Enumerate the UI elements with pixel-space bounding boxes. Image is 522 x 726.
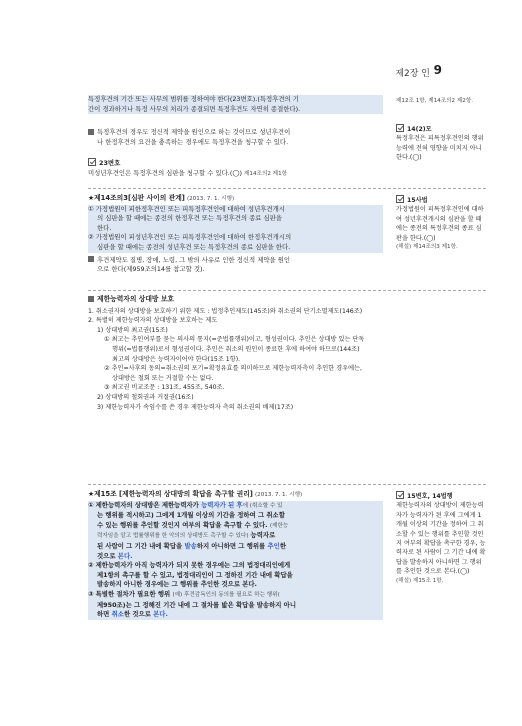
article-14-3: ★제14조의3[심판 사이의 관계] (2013. 7. 1. 시행) ① 가정법원이 피한정후견인 또는 피특정후견인에 대하여 성년후견개시 의 심판을 할 때에는 종전의 한정후견 또는 특정후견의 종료 심판을 한다. ② 가정법원이 피성년후견인 또는 피특정후견인에 대하여 한정후견개시의 심판을 할 때에는 종전의 성년후견 또는 특정후견의 종료 심판을 한다. 후견제약도 질병, 장애, 노령, 그 밖의 사유로 인한 정신적 제약을 원인 으로 한다(제959조의14를 참고할 것). xyxy=(88,194,383,275)
checkbox-icon xyxy=(396,124,404,132)
side-note: 제12조 1항, 제14조의2 제2항. xyxy=(396,98,474,104)
text-line: 간이 경과하거나 특정 사무의 처리가 종결되면 특정후견도 자연히 종결한다). xyxy=(88,105,383,115)
note-block xyxy=(88,128,383,147)
note-line: 나 한정후견의 요건을 충족하는 경우에도 특정후견을 청구할 수 있다. xyxy=(97,137,289,146)
text-line: 특정후견의 기간 또는 사무의 범위를 정하여야 한다(23변호).(특정후견의 기 xyxy=(88,95,383,105)
side-text: 특정후견은 피특정후견인의 행위능력에 전혀 영향을 미치지 아니한다.(◯) xyxy=(396,135,484,162)
square-bullet-icon xyxy=(88,256,94,262)
checkbox-icon xyxy=(396,195,404,203)
side-box: 14(2)모 특정후견은 피특정후견인의 행위능력에 전혀 영향을 미치지 아니한다.(◯) xyxy=(396,124,486,163)
note-line: 특정후견의 경우도 정신적 제약을 원인으로 하는 것이므로 성년후견이 xyxy=(88,128,383,138)
checkbox-icon xyxy=(396,491,404,499)
divider xyxy=(88,188,486,189)
checkbox-icon xyxy=(88,158,96,166)
top-block xyxy=(88,95,383,114)
page-number: 9 xyxy=(433,63,442,77)
divider xyxy=(88,484,486,485)
article-15: ★제15조 [제한능력자의 상대방의 확답을 촉구할 권리] (2013. 7. 1. 시행) ① 제한능력자의 상대방은 제한능력자가 능력자가 된 후에 (취소할 수 있 는 행위를 적시하고) 그에게 1개월 이상의 기간을 정하여 그 취소할 수 있는 행위를 추인할 것인지 여부의 확답을 촉구할 수 있다. (제한능 력자임을 알고 법률행위를 한 악의의 상대방도 촉구할 수 있다) 능력자로 된 사람이 그 기간 내에 확답을 발송하지 아니하면 그 행위를 추인한 것으로 본다. ② 제한능력자가 아직 능력자가 되지 못한 경우에는 그의 법정대리인에게 제1항의 촉구를 할 수 있고, 법정대리인이 그 정하진 기간 내에 확답을 발송하지 아니한 경우에는 그 행위를 추인한 것으로 본다. ③ 특별한 절차가 필요한 행위 (예) 후견감독인의 동의를 필요로 하는 행위( 제950조)는 그 정해진 기간 내에 그 절차를 밟은 확답을 발송하지 아니 하면 취소한 것으로 본다. xyxy=(88,490,383,620)
divider xyxy=(88,290,486,291)
chapter-header: 제2장 인 xyxy=(395,69,430,79)
protection-section: 제한능력자의 상대방 보호 1. 취소권자의 상대방을 보호하기 위한 제도 : 법정추인제도(145조)와 취소권의 단기소멸제도(146조) 2. 특별히 제한능력자의 상대방을 보호하는 제도 1) 상대방의 최고권(15조) ① 최고는 추인여부를 묻는 의사의 통지(=준법률행위)이고, 형성권이다. 추인은 상대방 있는 단독 행위(=법률행위)로서 형성권이다. 추인은 취소의 원인이 종료한 후에 하여야 하므로(144조) 최고의 상대방은 능력자이어야 한다(15조 1항). ② 추인=사후의 동의=취소권의 포기=확정유효를 의미하므로 제한능력자측이 추인한 경우에는, 상대방은 철회 또는 거절할 수는 없다. ③ 최고권 비교조문 : 131조, 455조, 540조. 2) 상대방의 철회권과 거절권(16조) 3) 제한능력자가 속임수를 쓴 경우 제한능력자 측의 취소권의 배제(17조) xyxy=(88,295,365,411)
question-block: 23변호 미성년후견인은 특정후견의 심판을 청구할 수 있다.(◯) 제14조의2 제1항 xyxy=(88,159,288,177)
square-bullet-icon xyxy=(88,296,94,302)
side-box: 15변호, 14법행 제한능력자의 상대방이 제한능력자가 능력자가 된 후에 그에게 1개월 이상의 기간을 정하여 그 취소할 수 있는 행위를 추인할 것인지 여부의 확답을 촉구한 경우, 능력자로 된 사람이 그 기간 내에 확답을 발송하지 아니하면 그 행위를 추인한 것으로 본다.(◯) (해설) 제15조 1항. xyxy=(396,493,486,584)
square-bullet-icon xyxy=(88,129,94,135)
side-box: 15사법 가정법원이 피특정후견인에 대하여 성년후견개시의 심판을 할 때에는 종전의 특정후견의 종료 심판을 한다.(◯) (해설) 제14조의3 제1항. xyxy=(396,197,484,251)
